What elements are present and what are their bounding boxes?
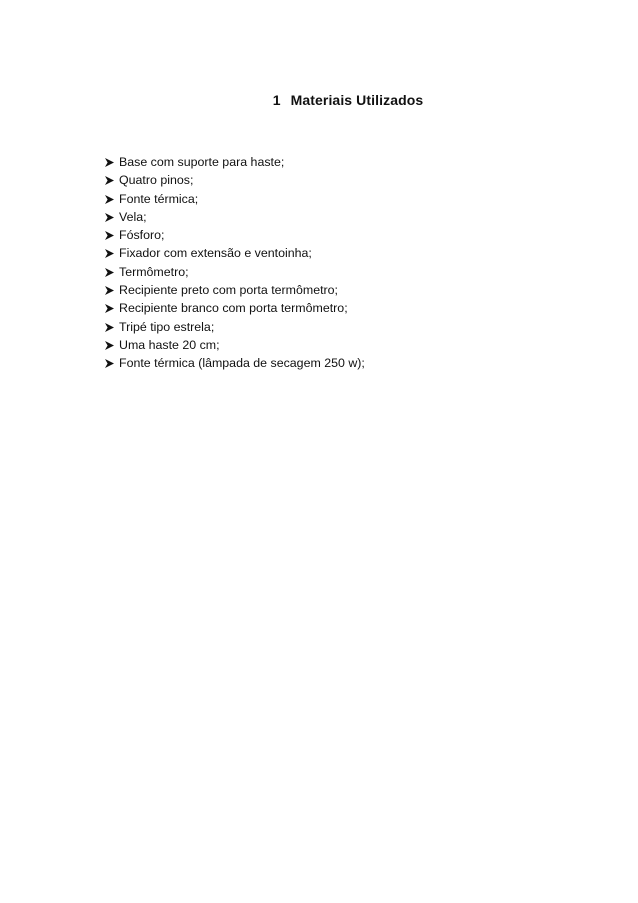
list-item-text: Fixador com extensão e ventoinha; — [119, 246, 312, 261]
arrowhead-bullet-icon — [104, 157, 115, 168]
arrowhead-bullet-icon — [104, 212, 115, 223]
list-item-text: Fonte térmica; — [119, 191, 199, 206]
list-item-text: Uma haste 20 cm; — [119, 337, 220, 352]
section-title: Materiais Utilizados — [290, 92, 424, 108]
arrowhead-bullet-icon — [104, 322, 115, 333]
arrowhead-bullet-icon — [104, 230, 115, 241]
list-item-text: Tripé tipo estrela; — [119, 319, 215, 334]
list-item-text: Base com suporte para haste; — [119, 155, 285, 169]
arrowhead-bullet-icon — [104, 175, 115, 186]
list-item-text: Termômetro; — [119, 264, 189, 279]
arrowhead-bullet-icon — [104, 340, 115, 351]
list-item-text: Vela; — [119, 209, 147, 224]
list-item-text: Quatro pinos; — [119, 173, 194, 188]
list-item-text: Recipiente preto com porta termômetro; — [119, 283, 338, 298]
arrowhead-bullet-icon — [104, 358, 115, 369]
section-heading — [0, 92, 638, 108]
arrowhead-bullet-icon — [104, 303, 115, 314]
arrowhead-bullet-icon — [104, 267, 115, 278]
arrowhead-bullet-icon — [104, 285, 115, 296]
list-item-text: Fósforo; — [119, 228, 165, 243]
section-number: 1 — [272, 92, 281, 108]
list-item-text: Recipiente branco com porta termômetro; — [119, 301, 348, 316]
arrowhead-bullet-icon — [104, 248, 115, 259]
list-item-text: Fonte térmica (lâmpada de secagem 250 w); — [119, 356, 365, 371]
arrowhead-bullet-icon — [104, 194, 115, 205]
